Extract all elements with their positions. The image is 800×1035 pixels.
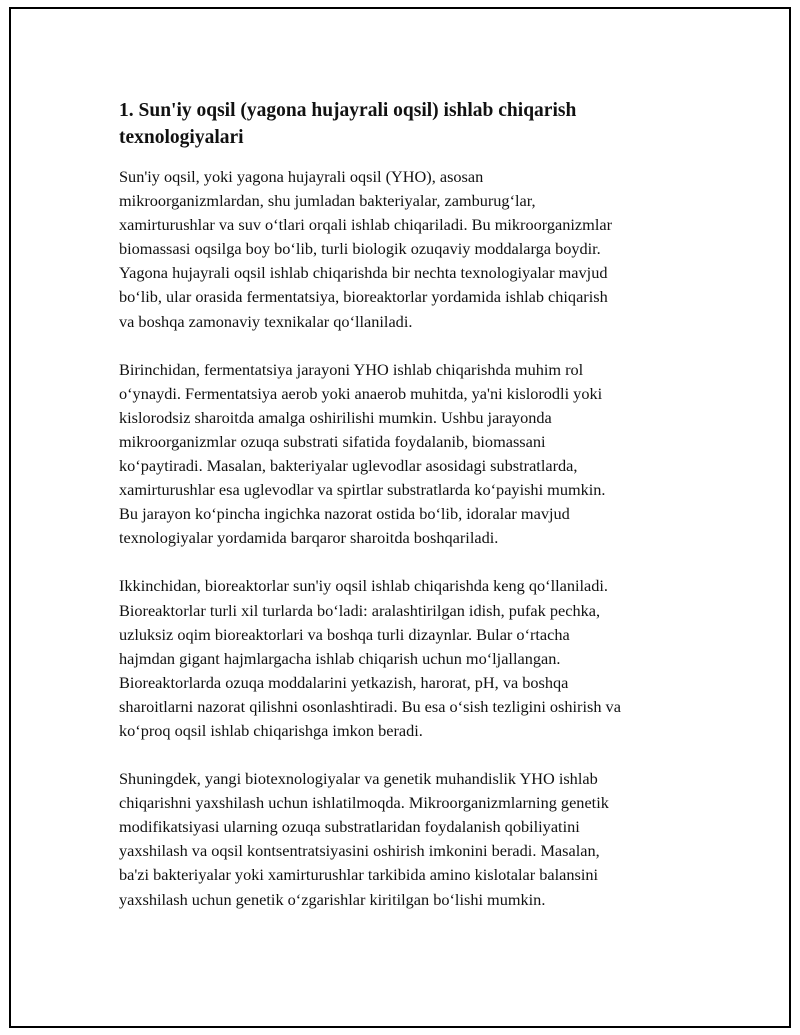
section-title (119, 97, 699, 151)
text-line: Birinchidan, fermentatsiya jarayoni YHO ishlab chiqarishda muhim rol (119, 359, 584, 379)
text-line: o‘ynaydi. Fermentatsiya aerob yoki anaerob muhitda, ya'ni kislorodli yoki (119, 383, 603, 403)
text-line: chiqarishni yaxshilash uchun ishlatilmoqda. Mikroorganizmlarning genetik (119, 793, 609, 813)
page-frame (9, 7, 791, 1028)
paragraph-bioreactors (119, 574, 699, 743)
text-line: Ikkinchidan, bioreaktorlar sun'iy oqsil ishlab chiqarishda keng qo‘llaniladi. (119, 576, 608, 596)
text-line: xamirturushlar va suv o‘tlari orqali ishlab chiqariladi. Bu mikroorganizmlar (119, 215, 612, 235)
text-line: kislorodsiz sharoitda amalga oshirilishi mumkin. Ushbu jarayonda (119, 407, 552, 427)
text-line: va boshqa zamonaviy texnikalar qo‘llaniladi. (119, 311, 413, 331)
paragraph-fermentation (119, 358, 699, 551)
text-line: Bu jarayon ko‘pincha ingichka nazorat ostida bo‘lib, idoralar mavjud (119, 504, 570, 524)
text-line: ko‘paytiradi. Masalan, bakteriyalar uglevodlar asosidagi substratlarda, (119, 456, 578, 476)
text-line: ko‘proq oqsil ishlab chiqarishga imkon beradi. (119, 720, 423, 740)
text-line: yaxshilash va oqsil kontsentratsiyasini oshirish imkonini beradi. Masalan, (119, 841, 600, 861)
text-line: modifikatsiyasi ularning ozuqa substratlaridan foydalanish qobiliyatini (119, 817, 580, 837)
text-line: bo‘lib, ular orasida fermentatsiya, bioreaktorlar yordamida ishlab chiqarish (119, 287, 608, 307)
text-line: Bioreaktorlarda ozuqa moddalarini yetkazish, harorat, pH, va boshqa (119, 672, 569, 692)
text-line: Shuningdek, yangi biotexnologiyalar va genetik muhandislik YHO ishlab (119, 769, 598, 789)
title-line: 1. Sun'iy oqsil (yagona hujayrali oqsil) ishlab chiqarish (119, 100, 577, 121)
text-line: Bioreaktorlar turli xil turlarda bo‘ladi: aralashtirilgan idish, pufak pechka, (119, 600, 601, 620)
text-line: hajmdan gigant hajmlargacha ishlab chiqarish uchun mo‘ljallangan. (119, 648, 561, 668)
title-line: texnologiyalari (119, 127, 244, 148)
text-line: yaxshilash uchun genetik o‘zgarishlar kiritilgan bo‘lishi mumkin. (119, 889, 546, 909)
text-line: mikroorganizmlar ozuqa substrati sifatida foydalanib, biomassani (119, 431, 546, 451)
text-line: mikroorganizmlardan, shu jumladan bakteriyalar, zamburug‘lar, (119, 191, 536, 211)
document-body (119, 97, 699, 936)
text-line: ba'zi bakteriyalar yoki xamirturushlar tarkibida amino kislotalar balansini (119, 865, 599, 885)
text-line: Sun'iy oqsil, yoki yagona hujayrali oqsil (YHO), asosan (119, 167, 484, 186)
text-line: texnologiyalar yordamida barqaror sharoitda boshqariladi. (119, 528, 499, 548)
paragraph-genetics (119, 767, 699, 912)
text-line: sharoitlarni nazorat qilishni osonlashtiradi. Bu esa o‘sish tezligini oshirish va (119, 696, 621, 716)
text-line: biomassasi oqsilga boy bo‘lib, turli biologik ozuqaviy moddalarga boydir. (119, 239, 601, 259)
text-line: Yagona hujayrali oqsil ishlab chiqarishda bir nechta texnologiyalar mavjud (119, 263, 608, 283)
text-line: xamirturushlar esa uglevodlar va spirtlar substratlarda ko‘payishi mumkin. (119, 480, 606, 500)
paragraph-intro (119, 165, 699, 334)
text-line: uzluksiz oqim bioreaktorlari va boshqa turli dizaynlar. Bular o‘rtacha (119, 624, 570, 644)
